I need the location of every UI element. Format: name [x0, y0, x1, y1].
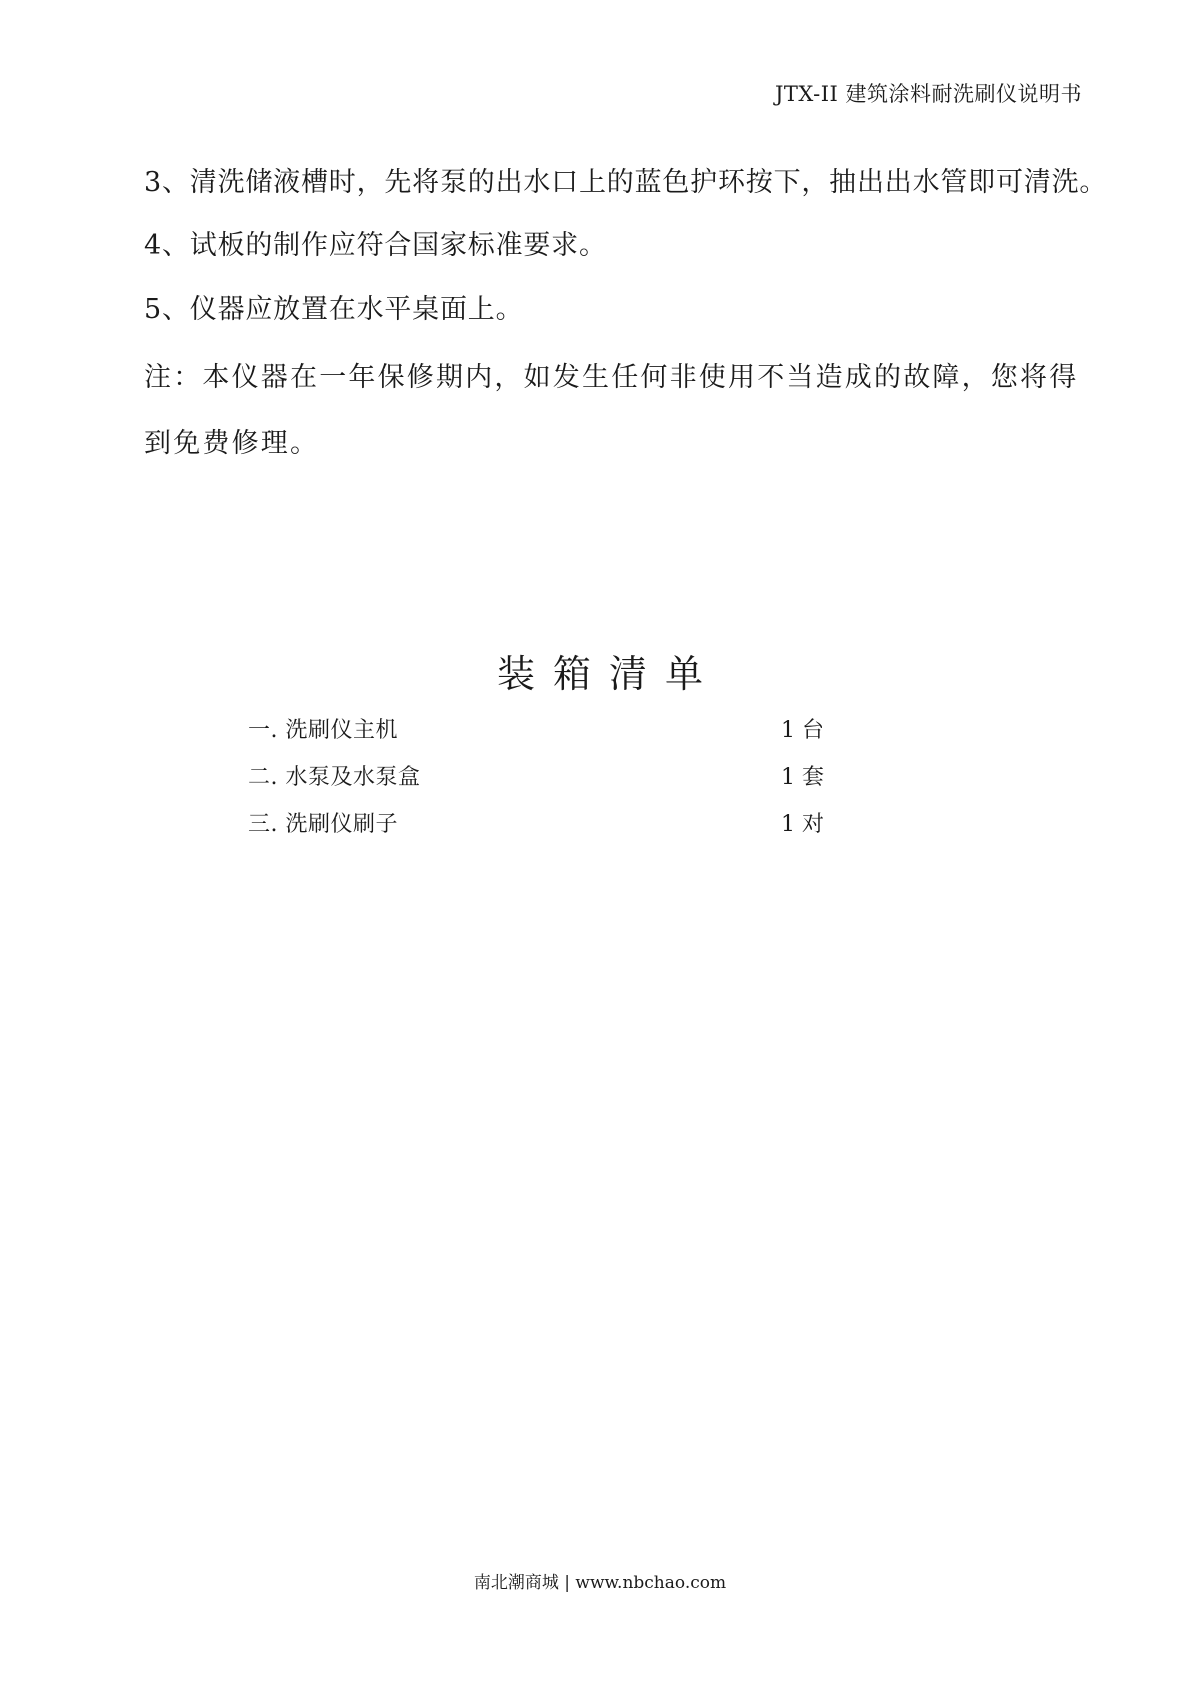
warranty-note: 注：本仪器在一年保修期内，如发生任何非使用不当造成的故障，您将得到免费修理。	[144, 362, 1079, 459]
packing-item-name: 一. 洗刷仪主机	[248, 718, 398, 743]
packing-list-title: 装箱清单	[496, 652, 721, 696]
instruction-item-3: 3、清洗储液槽时，先将泵的出水口上的蓝色护环按下，抽出出水管即可清洗。	[144, 167, 1108, 198]
packing-list	[248, 718, 848, 859]
packing-list-row	[248, 812, 848, 859]
packing-item-quantity: 1 台	[781, 718, 824, 743]
packing-item-quantity: 1 对	[781, 812, 824, 837]
packing-item-name: 三. 洗刷仪刷子	[248, 812, 398, 837]
page-footer: 南北潮商城 | www.nbchao.com	[473, 1573, 727, 1593]
instruction-item-5: 5、仪器应放置在水平桌面上。	[144, 294, 524, 325]
packing-list-row	[248, 718, 848, 765]
page-header: JTX-II 建筑涂料耐洗刷仪说明书	[775, 82, 1082, 106]
packing-list-row	[248, 765, 848, 812]
packing-item-quantity: 1 套	[781, 765, 824, 790]
instruction-item-4: 4、试板的制作应符合国家标准要求。	[144, 230, 607, 261]
packing-item-name: 二. 水泵及水泵盒	[248, 765, 421, 790]
